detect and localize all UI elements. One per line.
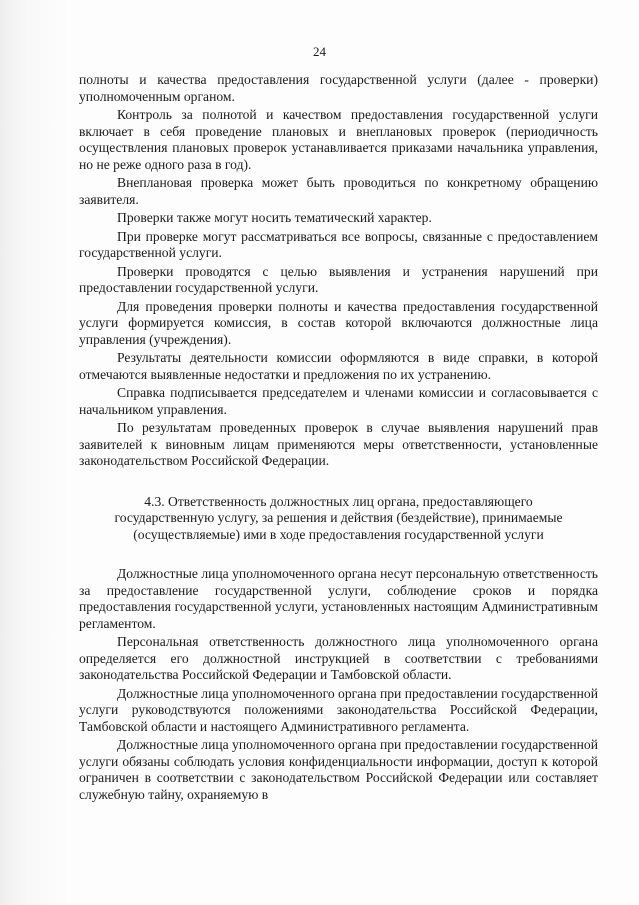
section-heading-line: 4.3. Ответственность должностных лиц органа, предоставляющего	[144, 493, 533, 509]
paragraph: Для проведения проверки полноты и качества предоставления государственной услуги формируется комиссия, в состав которой включаются должностные лица управления (учреждения).	[79, 298, 598, 347]
paragraph: Должностные лица уполномоченного органа при предоставлении государственной услуги руководствуются положениями законодательства Российской Федерации, Тамбовской области и настоящего Административного регламента.	[79, 685, 599, 734]
paragraph: Проверки проводятся с целью выявления и устранения нарушений при предоставлении государственной услуги.	[79, 263, 598, 295]
paragraph-continuation: полноты и качества предоставления государственной услуги (далее - проверки) уполномоченным органом.	[79, 72, 598, 104]
section-heading	[95, 494, 582, 544]
section-heading-line: (осуществляемые) ими в ходе предоставления государственной услуги	[133, 526, 544, 542]
paragraph: По результатам проведенных проверок в случае выявления нарушений прав заявителей к виновным лицам применяются меры ответственности, установленные законодательством Российской Федерации.	[79, 420, 598, 468]
paragraph: При проверке могут рассматриваться все вопросы, связанные с предоставлением государственной услуги.	[79, 228, 598, 260]
scan-edge-shadow	[0, 0, 70, 905]
paragraph: Внеплановая проверка может быть проводиться по конкретному обращению заявителя.	[79, 175, 598, 207]
paragraph: Контроль за полнотой и качеством предоставления государственной услуги включает в себя проведение плановых и внеплановых проверок (периодичность осуществления плановых проверок устанавливается приказами начальника управления, но не реже одного раза в год).	[79, 107, 598, 172]
paragraph: Должностные лица уполномоченного органа несут персональную ответственность за предоставление государственной услуги, соблюдение сроков и порядка предоставления государственной услуги, установленных настоящим Административным регламентом.	[79, 566, 598, 631]
paragraph: Должностные лица уполномоченного органа при предоставлении государственной услуги обязаны соблюдать условия конфиденциальности информации, доступ к которой ограничен в соответствии с законодательством Российской Федерации или составляет служебную тайну, охраняемую в	[79, 737, 599, 802]
document-body	[79, 72, 598, 805]
page-number: 24	[313, 44, 326, 59]
paragraph: Справка подписывается председателем и членами комиссии и согласовывается с начальником управления.	[79, 385, 598, 417]
paragraph: Персональная ответственность должностного лица уполномоченного органа определяется его должностной инструкцией в соответствии с требованиями законодательства Российской Федерации и Тамбовской области.	[79, 634, 598, 682]
paragraph: Проверки также могут носить тематический характер.	[117, 210, 432, 225]
paragraph: Результаты деятельности комиссии оформляются в виде справки, в которой отмечаются выявленные недостатки и предложения по их устранению.	[79, 350, 598, 382]
section-heading-line: государственную услугу, за решения и действия (бездействие), принимаемые	[114, 510, 563, 525]
